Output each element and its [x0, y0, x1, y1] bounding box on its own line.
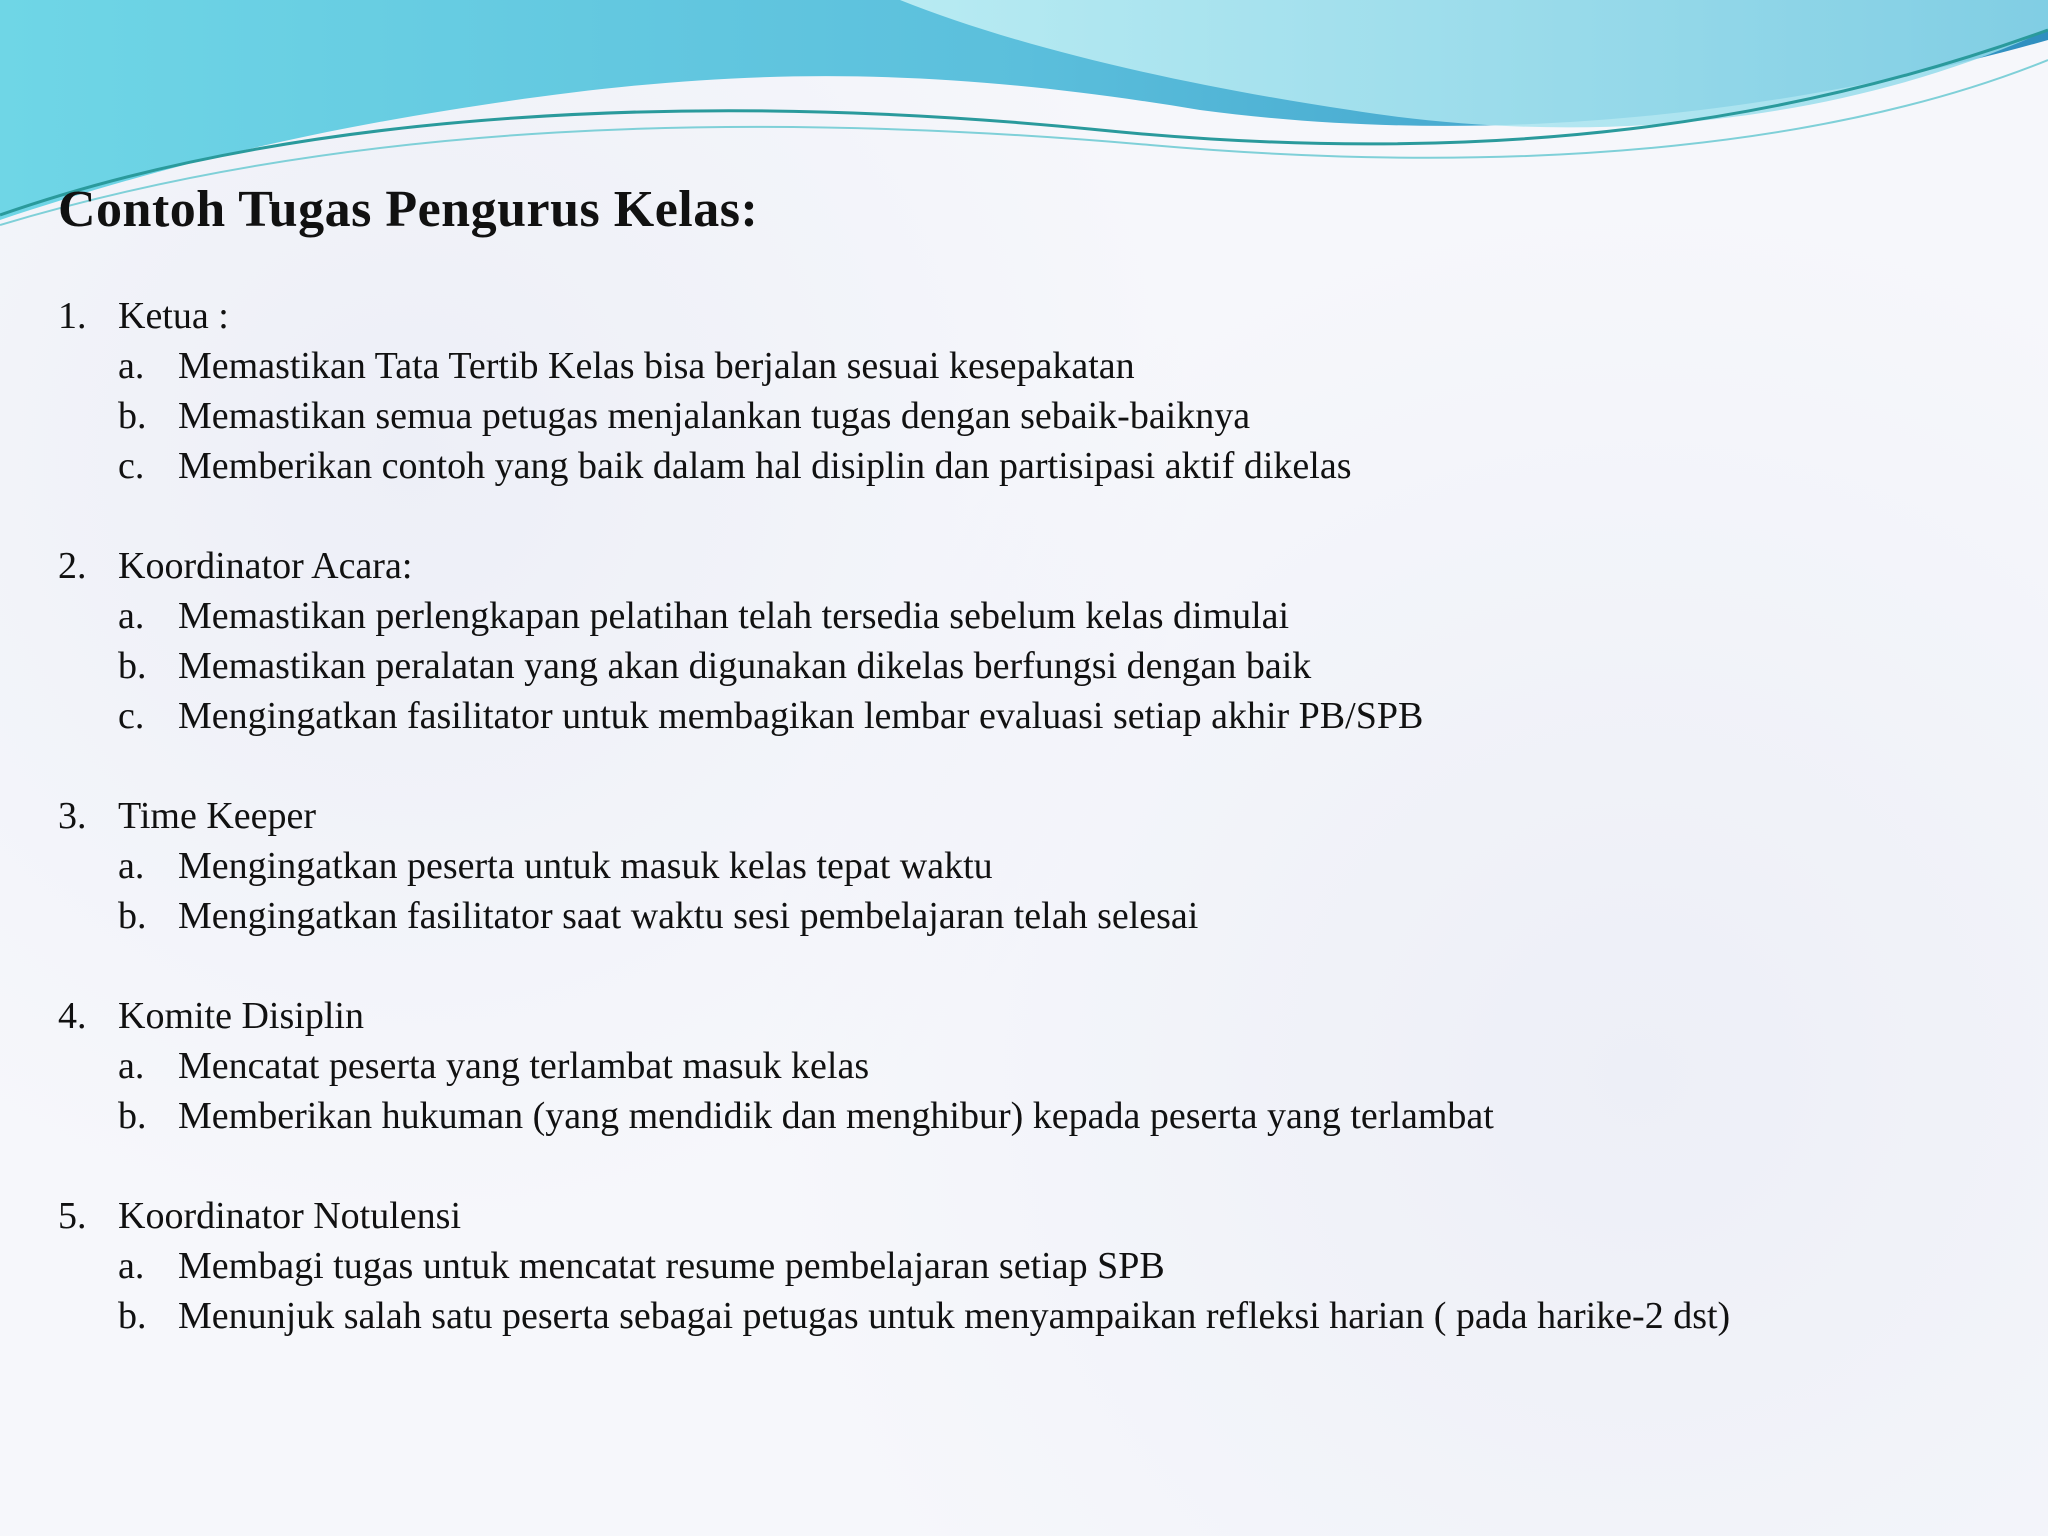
item-text: Memberikan contoh yang baik dalam hal disiplin dan partisipasi aktif dikelas [178, 445, 1352, 487]
item-text: Membagi tugas untuk mencatat resume pembelajaran setiap SPB [178, 1245, 1165, 1287]
duty-section [58, 791, 2008, 941]
item-text: Mengingatkan fasilitator untuk membagikan lembar evaluasi setiap akhir PB/SPB [178, 695, 1424, 737]
item-letter: b. [118, 395, 147, 437]
item-letter: a. [118, 595, 145, 637]
list-item [58, 891, 2008, 941]
section-number: 2. [58, 545, 87, 587]
list-item [58, 641, 2008, 691]
slide-content [58, 180, 2008, 1391]
section-number: 4. [58, 995, 87, 1037]
item-text: Memastikan semua petugas menjalankan tugas dengan sebaik-baiknya [178, 395, 1251, 437]
section-heading [58, 991, 2008, 1041]
section-title: Koordinator Acara: [118, 545, 413, 587]
list-item [58, 441, 2008, 491]
item-letter: a. [118, 1045, 145, 1087]
section-title: Komite Disiplin [118, 995, 364, 1037]
list-item [58, 1291, 2008, 1341]
item-letter: a. [118, 845, 145, 887]
list-item [58, 841, 2008, 891]
duty-section [58, 541, 2008, 741]
item-letter: c. [118, 695, 145, 737]
section-title: Koordinator Notulensi [118, 1195, 462, 1237]
item-text: Memberikan hukuman (yang mendidik dan menghibur) kepada peserta yang terlambat [178, 1095, 1494, 1137]
duty-section [58, 291, 2008, 491]
section-heading [58, 791, 2008, 841]
item-text: Mencatat peserta yang terlambat masuk kelas [178, 1045, 870, 1087]
slide-title: Contoh Tugas Pengurus Kelas: [58, 181, 759, 238]
duty-list [58, 291, 2008, 1341]
item-text: Memastikan Tata Tertib Kelas bisa berjalan sesuai kesepakatan [178, 345, 1135, 387]
section-heading [58, 541, 2008, 591]
duty-section [58, 1191, 2008, 1341]
section-title: Ketua : [118, 295, 229, 337]
item-letter: b. [118, 1295, 147, 1337]
item-letter: c. [118, 445, 145, 487]
section-number: 3. [58, 795, 87, 837]
item-letter: b. [118, 895, 147, 937]
item-letter: a. [118, 1245, 145, 1287]
list-item [58, 1091, 2008, 1141]
item-text: Memastikan perlengkapan pelatihan telah tersedia sebelum kelas dimulai [178, 595, 1290, 637]
section-heading [58, 291, 2008, 341]
list-item [58, 691, 2008, 741]
item-text: Mengingatkan fasilitator saat waktu sesi pembelajaran telah selesai [178, 895, 1199, 937]
item-letter: a. [118, 345, 145, 387]
item-letter: b. [118, 645, 147, 687]
list-item [58, 1041, 2008, 1091]
item-text: Menunjuk salah satu peserta sebagai petugas untuk menyampaikan refleksi harian ( pada harike-2 dst) [178, 1295, 1731, 1337]
duty-section [58, 991, 2008, 1141]
section-title: Time Keeper [118, 795, 317, 837]
list-item [58, 1241, 2008, 1291]
list-item [58, 391, 2008, 441]
list-item [58, 341, 2008, 391]
section-number: 5. [58, 1195, 87, 1237]
list-item [58, 591, 2008, 641]
section-heading [58, 1191, 2008, 1241]
item-text: Mengingatkan peserta untuk masuk kelas tepat waktu [178, 845, 993, 887]
section-number: 1. [58, 295, 87, 337]
item-letter: b. [118, 1095, 147, 1137]
item-text: Memastikan peralatan yang akan digunakan dikelas berfungsi dengan baik [178, 645, 1312, 687]
